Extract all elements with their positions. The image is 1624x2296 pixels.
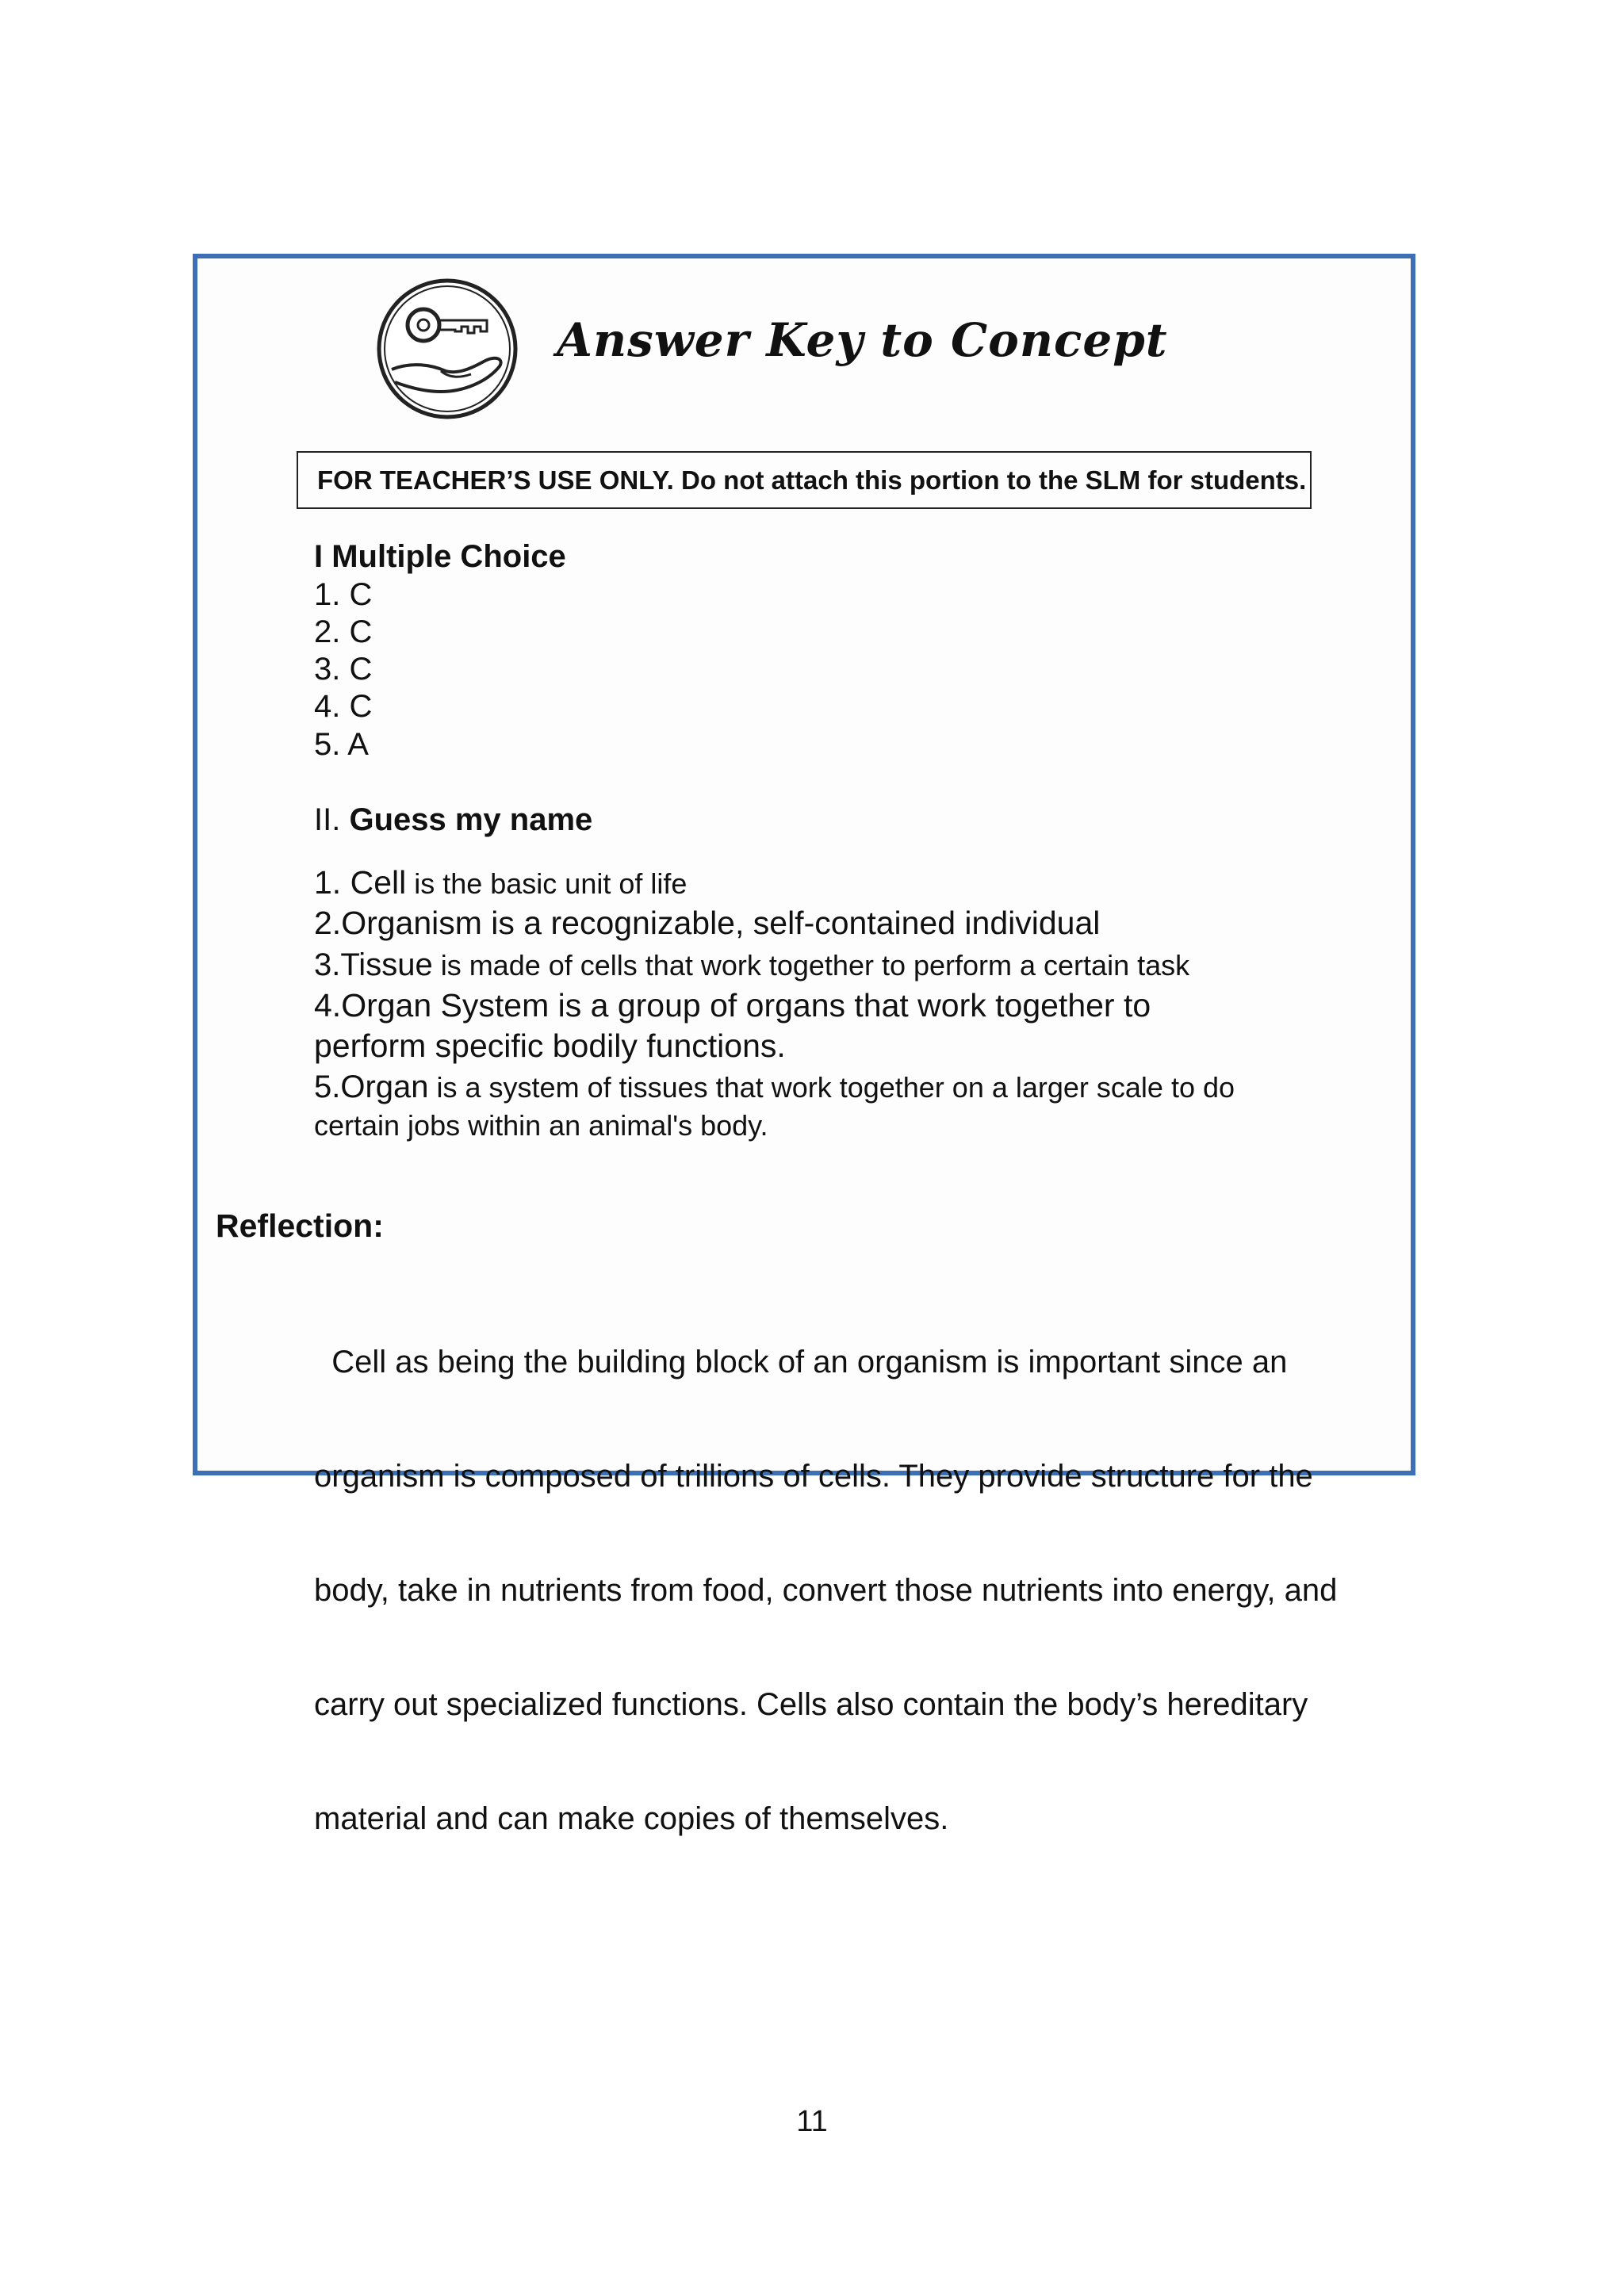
page-title: Answer Key to Concept [557, 313, 1168, 367]
guess-item-5 [314, 1070, 1235, 1105]
guess-definition: is the basic unit of life [406, 867, 688, 900]
guess-term: 3.Tissue [314, 947, 433, 982]
guess-heading-text: Guess my name [349, 802, 593, 837]
guess-item-5-continued: certain jobs within an animal's body. [314, 1109, 768, 1142]
guess-item-2: 2.Organism is a recognizable, self-contained individual [314, 905, 1101, 941]
guess-definition: is made of cells that work together to perform a certain task [432, 949, 1190, 982]
page-number: 11 [796, 2105, 828, 2138]
guess-item-1 [314, 864, 687, 901]
guess-heading-prefix: II. [314, 802, 341, 837]
guess-item-4: 4.Organ System is a group of organs that work together to [314, 987, 1151, 1024]
mc-answer-2: 2. C [314, 614, 373, 649]
reflection-heading: Reflection: [216, 1207, 384, 1244]
mc-answer-3: 3. C [314, 652, 373, 687]
key-in-hand-icon [368, 276, 527, 422]
reflection-line: organism is composed of trillions of cells. They provide structure for the [314, 1459, 1313, 1494]
teacher-notice: FOR TEACHER’S USE ONLY. Do not attach this portion to the SLM for students. [297, 451, 1312, 509]
guess-item-3 [314, 947, 1189, 983]
multiple-choice-heading: I Multiple Choice [314, 539, 566, 574]
reflection-line: body, take in nutrients from food, convert those nutrients into energy, and [314, 1573, 1338, 1608]
reflection-line: carry out specialized functions. Cells also contain the body’s hereditary [314, 1687, 1308, 1722]
guess-term: 1. Cell [314, 864, 407, 901]
guess-item-4-continued: perform specific bodily functions. [314, 1027, 786, 1064]
guess-term: 5.Organ [314, 1070, 429, 1104]
reflection-line: Cell as being the building block of an organism is important since an [314, 1345, 1288, 1380]
mc-answer-1: 1. C [314, 577, 373, 612]
guess-heading [314, 802, 592, 838]
reflection-line: material and can make copies of themselves. [314, 1801, 949, 1836]
guess-definition: is a system of tissues that work together on a larger scale to do [428, 1071, 1235, 1104]
reflection-body [314, 1267, 1400, 1876]
mc-answer-5: 5. A [314, 727, 369, 762]
mc-answer-4: 4. C [314, 689, 373, 724]
